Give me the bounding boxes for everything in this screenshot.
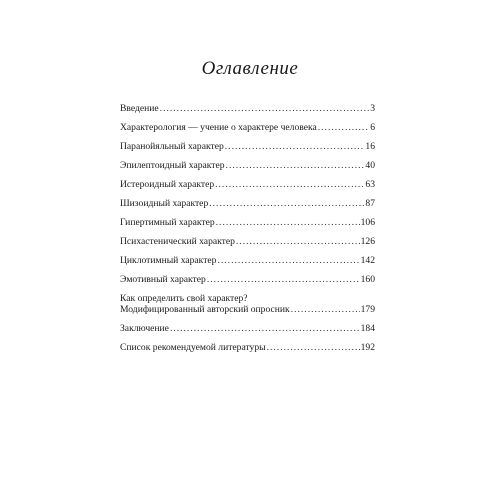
toc-entry-bibliography[interactable] <box>120 342 375 354</box>
dot-leader <box>209 198 364 210</box>
toc-entry-introduction[interactable] <box>120 103 375 115</box>
toc-entry-page: 184 <box>360 323 375 334</box>
dot-leader <box>207 274 360 286</box>
toc-entry-page: 63 <box>365 179 375 190</box>
toc-entry-hysteroid[interactable] <box>120 179 375 191</box>
dot-leader <box>236 236 360 248</box>
toc-entry-page: 192 <box>360 342 375 353</box>
toc-entry-label: Введение <box>120 103 159 114</box>
toc-entry-page: 87 <box>365 198 375 209</box>
toc-entry-label: Истероидный характер <box>120 179 215 190</box>
toc-entry-characterology[interactable] <box>120 122 375 134</box>
dot-leader <box>216 217 360 229</box>
toc-entry-label: Эмотивный характер <box>120 274 206 285</box>
table-of-contents <box>120 103 375 361</box>
toc-entry-label: Паранойяльный характер <box>120 141 224 152</box>
toc-entry-label: Психастенический характер <box>120 236 235 247</box>
toc-entry-cyclothymic[interactable] <box>120 255 375 267</box>
dot-leader <box>217 255 359 267</box>
dot-leader <box>318 122 369 134</box>
toc-entry-page: 6 <box>370 122 375 133</box>
toc-entry-page: 16 <box>365 141 375 152</box>
toc-entry-page: 3 <box>370 103 375 114</box>
toc-entry-label: Заключение <box>120 323 169 334</box>
dot-leader <box>291 304 360 316</box>
toc-entry-hyperthymic[interactable] <box>120 217 375 229</box>
dot-leader <box>160 103 370 115</box>
page-title: Оглавление <box>201 58 299 79</box>
toc-entry-page: 126 <box>360 236 375 247</box>
dot-leader <box>267 342 360 354</box>
toc-entry-label: Гипертимный характер <box>120 217 215 228</box>
toc-entry-page: 106 <box>360 217 375 228</box>
toc-entry-label: Циклотимный характер <box>120 255 217 266</box>
toc-entry-second-row <box>120 304 375 316</box>
toc-entry-paranoid[interactable] <box>120 141 375 153</box>
dot-leader <box>225 141 365 153</box>
toc-entry-label: Эпилептоидный характер <box>120 160 225 171</box>
toc-entry-label: Шизоидный характер <box>120 198 209 209</box>
toc-entry-label: Характерология — учение о характере человека <box>120 122 317 133</box>
toc-entry-page: 40 <box>365 160 375 171</box>
toc-entry-page: 179 <box>360 304 375 315</box>
toc-entry-epileptoid[interactable] <box>120 160 375 172</box>
toc-entry-page: 142 <box>360 255 375 266</box>
toc-entry-label-line2: Модифицированный авторский опросник <box>120 304 290 315</box>
toc-entry-questionnaire[interactable] <box>120 293 375 316</box>
toc-entry-page: 160 <box>360 274 375 285</box>
dot-leader <box>215 179 364 191</box>
toc-entry-conclusion[interactable] <box>120 323 375 335</box>
toc-entry-label-line1: Как определить свой характер? <box>120 293 248 304</box>
dot-leader <box>170 323 360 335</box>
dot-leader <box>226 160 365 172</box>
toc-entry-emotive[interactable] <box>120 274 375 286</box>
toc-entry-schizoid[interactable] <box>120 198 375 210</box>
toc-entry-psychasthenic[interactable] <box>120 236 375 248</box>
toc-entry-label: Список рекомендуемой литературы <box>120 342 266 353</box>
